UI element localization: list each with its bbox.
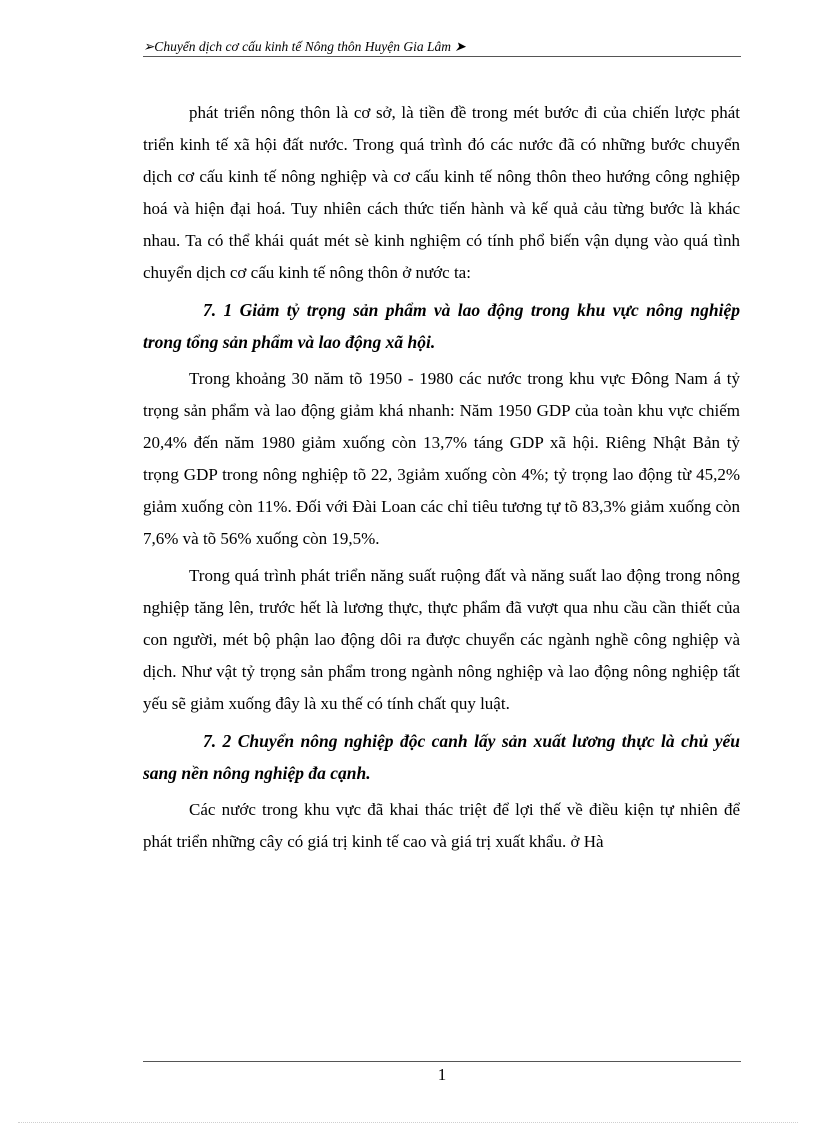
section-heading-7-1: 7. 1 Giảm tỷ trọng sản phẩm và lao động trong khu vực nông nghiệp trong tổng sản phẩm và lao động xã hội. [143,300,740,352]
paragraph-labor-shift: Trong quá trình phát triển năng suất ruộng đất và năng suất lao động trong nông nghiệp tăng lên, trước hết là lương thực, thực phẩm đã vượt qua nhu cầu cần thiết của con người, mét bộ phận lao động dôi ra được chuyển các ngành nghề công nghiệp và dịch. Như vật tỷ trọng sản phẩm trong ngành nông nghiệp và lao động nông nghiệp tất yếu sẽ giảm xuống đây là xu thế có tính chất quy luật. [143,566,740,713]
paragraph-gdp-decline: Trong khoảng 30 năm tõ 1950 - 1980 các nước trong khu vực Đông Nam á tỷ trọng sản phẩm và lao động giảm khá nhanh: Năm 1950 GDP của toàn khu vực chiếm 20,4% đến năm 1980 giảm xuống còn 13,7% táng GDP xã hội. Riêng Nhật Bản tỷ trọng GDP trong nông nghiệp tõ 22, 3giảm xuống còn 4%; tỷ trọng lao động từ 45,2% giảm xuống còn 11%. Đối với Đài Loan các chỉ tiêu tương tự tõ 83,3% giảm xuống còn 7,6% và tõ 56% xuống còn 19,5%. [143,369,740,548]
paragraph-diversification: Các nước trong khu vực đã khai thác triệt để lợi thế về điều kiện tự nhiên để phát triển những cây có giá trị kinh tế cao và giá trị xuất khẩu. ở Hà [143,800,740,851]
document-body [143,97,740,858]
header-rule [143,56,741,57]
paragraph-intro: phát triển nông thôn là cơ sở, là tiền đề trong mét bước đi của chiến lược phát triển kinh tế xã hội đất nước. Trong quá trình đó các nước đã có những bước chuyển dịch cơ cấu kinh tế nông nghiệp và cơ cấu kinh tế nông thôn theo hướng công nghiệp hoá và hiện đại hoá. Tuy nhiên cách thức tiến hành và kế quả cảu từng bước là khác nhau. Ta có thể khái quát mét sè kinh nghiệm có tính phổ biến vận dụng vào quá tình chuyển dịch cơ cấu kinh tế nông thôn ở nước ta: [143,103,740,282]
footer-rule [143,1061,741,1062]
running-header: ➢Chuyển dịch cơ cấu kinh tế Nông thôn Huyện Gia Lâm ➤ [143,39,466,54]
section-heading-7-2: 7. 2 Chuyển nông nghiệp độc canh lấy sản xuất lương thực là chủ yếu sang nền nông nghiệp đa cạnh. [143,731,740,783]
page-number: 1 [437,1065,447,1084]
